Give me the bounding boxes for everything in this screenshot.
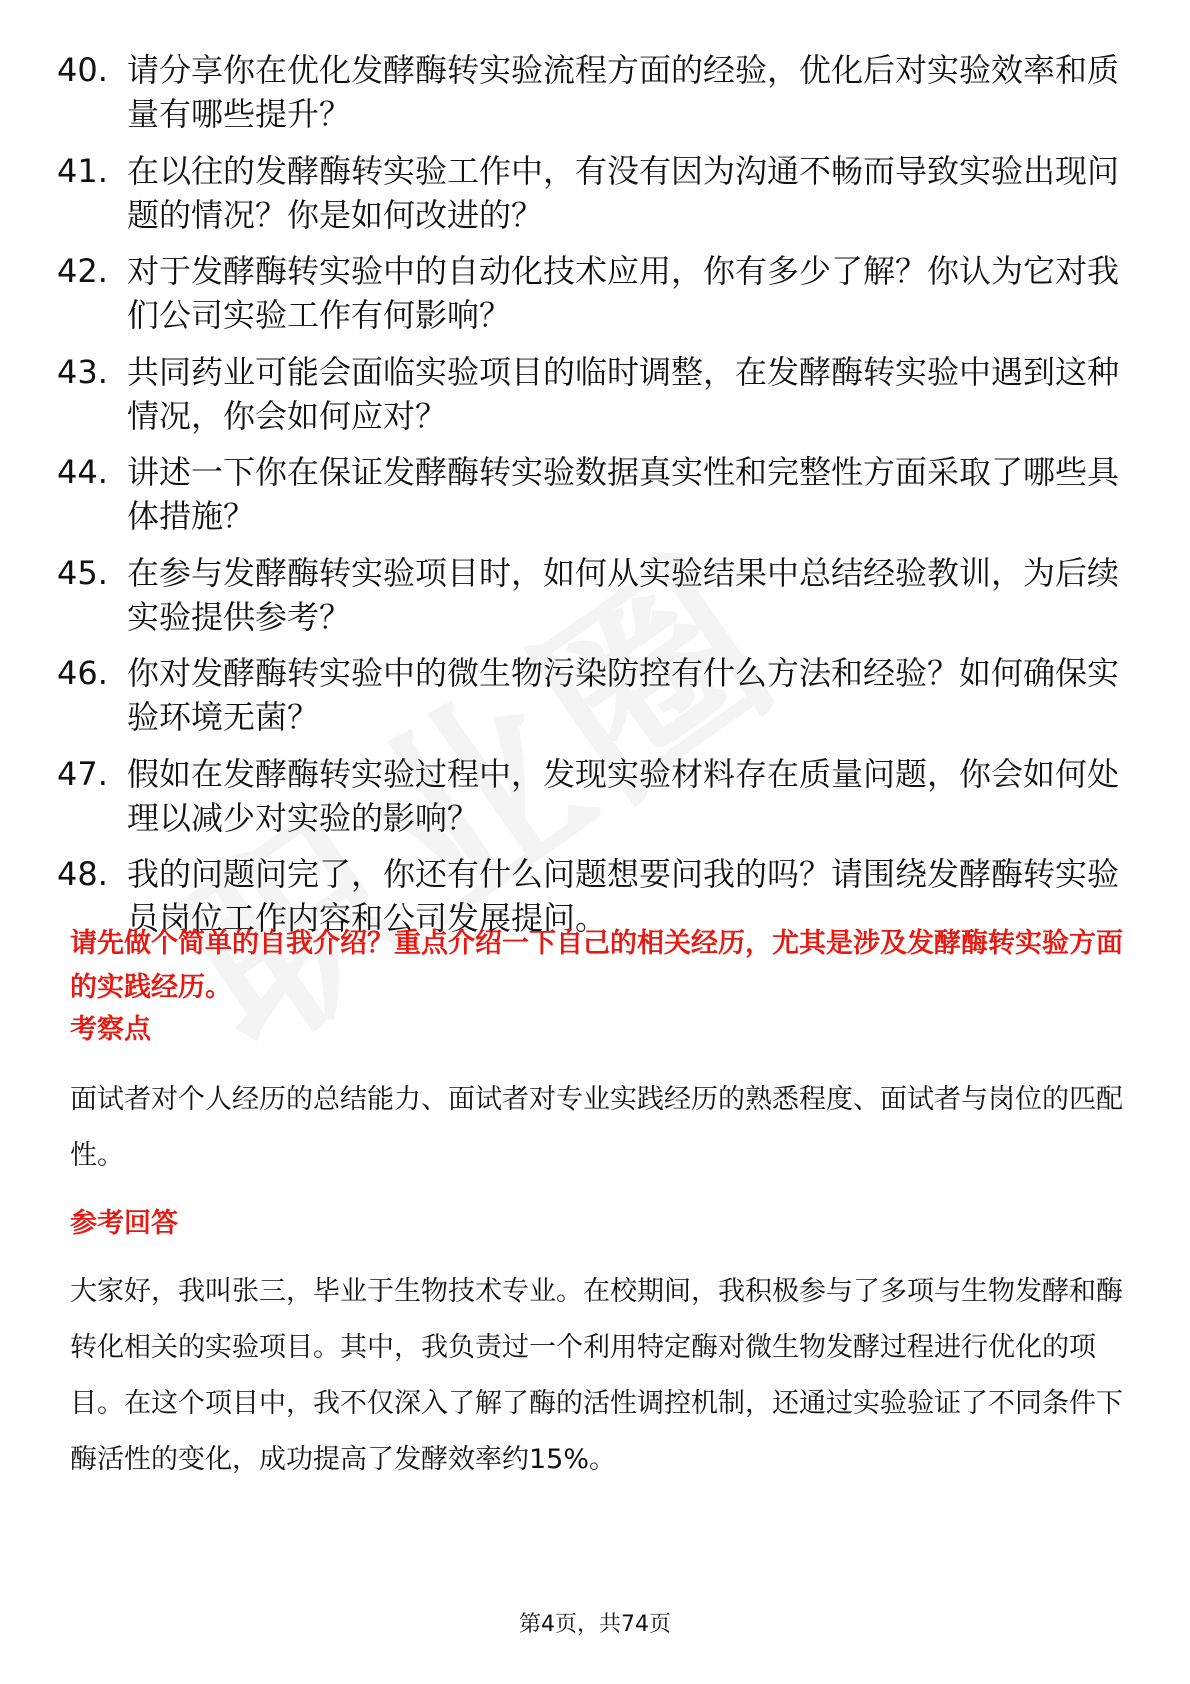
assessment-text: 面试者对个人经历的总结能力、面试者对专业实践经历的熟悉程度、面试者与岗位的匹配性。 <box>70 1084 1123 1171</box>
question-text: 在以往的发酵酶转实验工作中，有没有因为沟通不畅而导致实验出现问题的情况？你是如何改进的？ <box>127 151 1120 234</box>
reference-answer-label: 参考回答 <box>70 1208 178 1239</box>
question-number: 40. <box>57 51 108 89</box>
question-item <box>57 551 1137 639</box>
question-text: 在参与发酵酶转实验项目时，如何从实验结果中总结经验教训，为后续实验提供参考？ <box>127 553 1120 636</box>
question-text: 请分享你在优化发酵酶转实验流程方面的经验，优化后对实验效率和质量有哪些提升？ <box>127 51 1120 133</box>
question-text: 假如在发酵酶转实验过程中，发现实验材料存在质量问题，你会如何处理以减少对实验的影响？ <box>127 754 1120 837</box>
page-footer: 第4页，共74页 <box>519 1612 671 1637</box>
question-item <box>57 651 1137 739</box>
question-number: 42. <box>57 252 108 290</box>
question-item <box>57 752 1137 840</box>
interview-prompt: 请先做个简单的自我介绍？重点介绍一下自己的相关经历，尤其是涉及发酵酶转实验方面的实践经历。 <box>70 928 1123 1003</box>
question-number: 48. <box>57 855 108 893</box>
question-number: 41. <box>57 151 108 190</box>
question-number: 47. <box>57 754 108 793</box>
question-number: 46. <box>57 654 108 692</box>
question-list <box>57 48 1137 953</box>
assessment-label: 考察点 <box>70 1014 151 1045</box>
question-item <box>57 48 1137 136</box>
question-item <box>57 350 1137 438</box>
question-number: 44. <box>57 453 108 491</box>
question-item <box>57 149 1137 237</box>
question-item <box>57 450 1137 538</box>
question-text: 讲述一下你在保证发酵酶转实验数据真实性和完整性方面采取了哪些具体措施？ <box>127 453 1120 535</box>
question-number: 43. <box>57 352 108 391</box>
question-text: 对于发酵酶转实验中的自动化技术应用，你有多少了解？你认为它对我们公司实验工作有何影响？ <box>127 252 1120 334</box>
reference-answer-text: 大家好，我叫张三，毕业于生物技术专业。在校期间，我积极参与了多项与生物发酵和酶转化相关的实验项目。其中，我负责过一个利用特定酶对微生物发酵过程进行优化的项目。在这个项目中，我不仅深入了解了酶的活性调控机制，还通过实验验证了不同条件下酶活性的变化，成功提高了发酵效率约15%。 <box>70 1276 1123 1475</box>
question-text: 你对发酵酶转实验中的微生物污染防控有什么方法和经验？如何确保实验环境无菌？ <box>127 654 1120 736</box>
question-item <box>57 249 1137 337</box>
question-number: 45. <box>57 553 108 592</box>
question-text: 我的问题问完了，你还有什么问题想要问我的吗？请围绕发酵酶转实验员岗位工作内容和公司发展提问。 <box>127 855 1120 937</box>
question-text: 共同药业可能会面临实验项目的临时调整，在发酵酶转实验中遇到这种情况，你会如何应对？ <box>127 352 1120 435</box>
